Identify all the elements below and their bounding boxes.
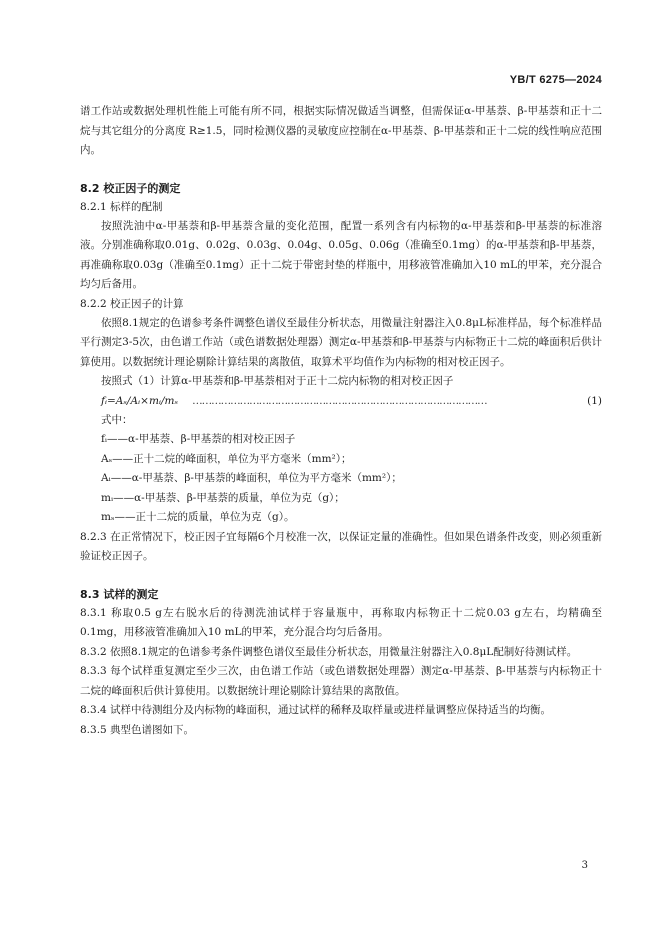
formula-number: (1) — [587, 394, 602, 407]
document-body — [80, 102, 602, 740]
intro-paragraph: 谱工作站或数据处理机性能上可能有所不同，根据实际情况做适当调整，但需保证α-甲基萘、β-甲基萘和正十二烷与其它组分的分离度 R≥1.5，同时检测仪器的灵敏度应控制在α-甲基萘、β-甲基萘和正十二烷的线性响应范围内。 — [80, 105, 602, 156]
section-8-3-1-text: 8.3.1 称取0.5 g左右脱水后的待测洗油试样于容量瓶中，再称取内标物正十二烷0.03 g左右，均精确至0.1mg，用移液管准确加入10 mL的甲苯，充分混合均匀后备用。 — [80, 606, 602, 638]
section-8-2-heading: 8.2 校正因子的测定 — [80, 181, 181, 195]
section-8-2-1-text: 按照洗油中α-甲基萘和β-甲基萘含量的变化范围，配置一系列含有内标物的α-甲基萘和β-甲基萘的标准溶液。分别准确称取0.01g、0.02g、0.03g、0.04g、0.05g、0.06g（准确至0.1mg）的α-甲基萘和β-甲基萘，再准确称取0.03g（准确至0.1mg）正十二烷于带密封垫的样瓶中，用移液管准确加入10 mL的甲苯，充分混合均匀后备用。 — [80, 219, 602, 290]
page-number: 3 — [581, 860, 588, 871]
section-8-3-3-text: 8.3.3 每个试样重复测定至少三次，由色谱工作站（或色谱数据处理器）测定α-甲基萘、β-甲基萘与内标物正十二烷的峰面积后供计算使用。以数据统计理论剔除计算结果的离散值。 — [80, 665, 602, 697]
section-8-2-2-text: 依照8.1规定的色谱参考条件调整色谱仪至最佳分析状态，用微量注射器注入0.8μL标准样品，每个标准样品平行测定3-5次，由色谱工作站（或色谱数据处理器）测定α-甲基萘和β-甲基萘与内标物正十二烷的峰面积后供计算使用。以数据统计理论剔除计算结果的离散值，取算术平均值作为内标物的相对校正因子。 — [80, 316, 602, 368]
formula-1 — [80, 392, 602, 411]
formula-expression: fᵢ=Aₛ/Aᵢ×mᵢ/mₛ — [101, 394, 179, 407]
where-label: 式中： — [101, 413, 133, 426]
section-8-3-4-text: 8.3.4 试样中待测组分及内标物的峰面积，通过试样的稀释及取样量或进样量调整应保持适当的均衡。 — [80, 704, 552, 716]
section-8-2-2-heading: 8.2.2 校正因子的计算 — [80, 297, 184, 310]
definition-item: Aᵢ——α-甲基萘、β-甲基萘的峰面积，单位为平方毫米（mm²）； — [101, 472, 402, 484]
section-8-3-2-text: 8.3.2 依照8.1规定的色谱参考条件调整色谱仪至最佳分析状态，用微量注射器注入0.8μL配制好待测试样。 — [80, 645, 578, 658]
standard-number: YB/T 6275—2024 — [509, 74, 602, 86]
section-8-2-3-text: 8.2.3 在正常情况下，校正因子宜每隔6个月校准一次，以保证定量的准确性。但如果色谱条件改变，则必须重新验证校正因子。 — [80, 530, 602, 562]
definition-item: mᵢ——α-甲基萘、β-甲基萘的质量，单位为克（g）； — [101, 491, 345, 504]
formula-leader: ………………………………………………………………………………… — [192, 394, 487, 407]
section-8-3-5-text: 8.3.5 典型色谱图如下。 — [80, 723, 195, 736]
section-8-3-heading: 8.3 试样的测定 — [80, 587, 159, 601]
section-8-2-1-heading: 8.2.1 标样的配制 — [80, 200, 163, 213]
definition-item: Aₛ——正十二烷的峰面积，单位为平方毫米（mm²）； — [101, 452, 352, 465]
definition-item: fᵢ——α-甲基萘、β-甲基萘的相对校正因子 — [101, 433, 296, 445]
formula-intro: 按照式（1）计算α-甲基萘和β-甲基萘相对于正十二烷内标物的相对校正因子 — [101, 375, 454, 387]
definition-item: mₛ——正十二烷的质量，单位为克（g）。 — [101, 511, 295, 523]
